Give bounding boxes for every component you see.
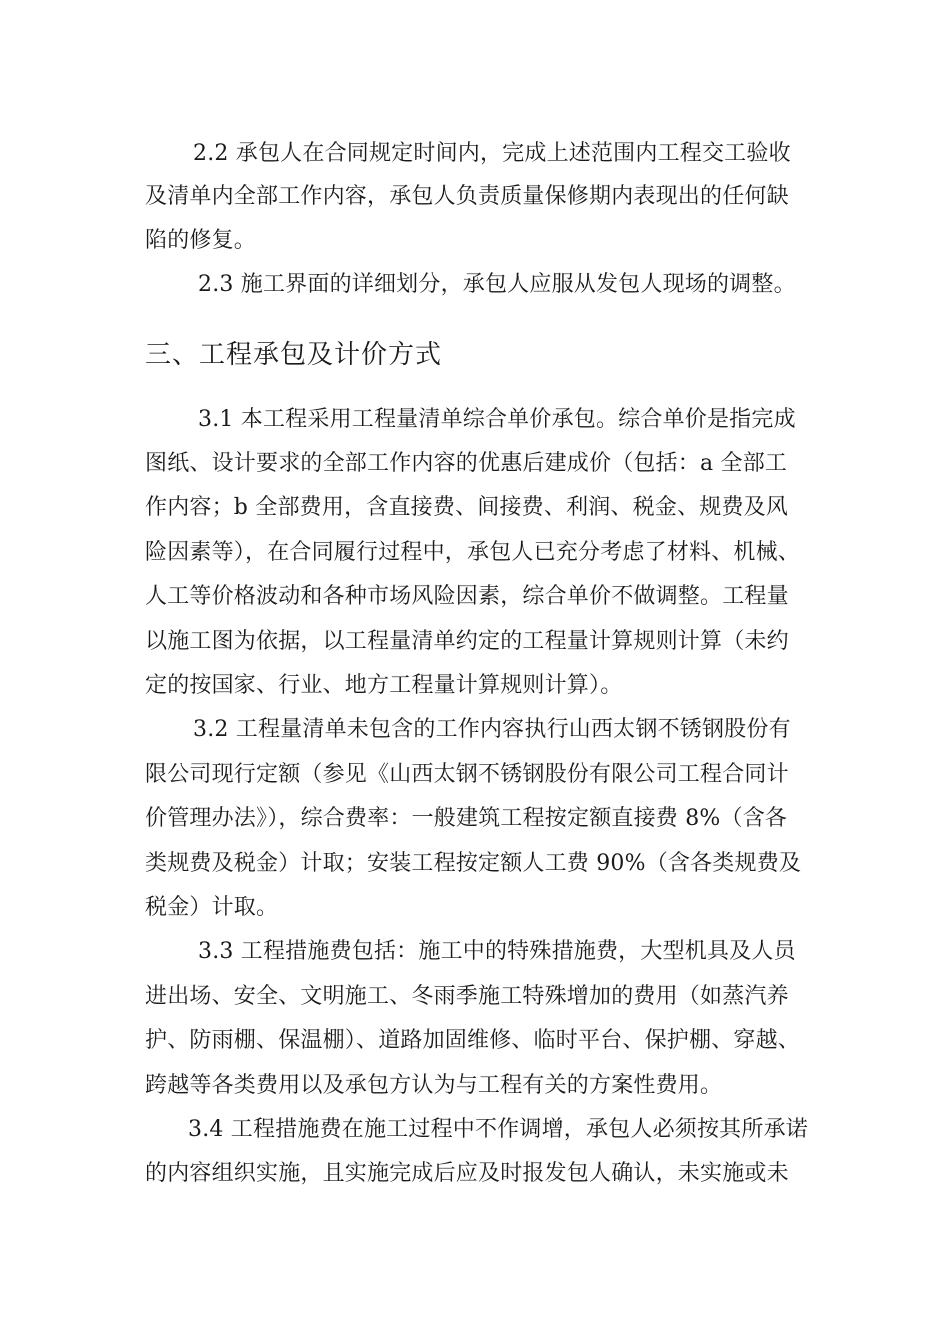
paragraph-3-1-line-6: 以施工图为依据，以工程量清单约定的工程量计算规则计算（未约 (145, 629, 789, 654)
paragraph-3-1-line-5: 人工等价格波动和各种市场风险因素，综合单价不做调整。工程量 (145, 584, 789, 609)
paragraph-3-2-line-2: 限公司现行定额（参见《山西太钢不锈钢股份有限公司工程合同计 (145, 762, 789, 787)
paragraph-3-2-line-3: 价管理办法》），综合费率：一般建筑工程按定额直接费 8%（含各 (145, 806, 788, 831)
paragraph-3-3-line-3: 护、防雨棚、保温棚）、道路加固维修、临时平台、保护棚、穿越、 (145, 1028, 801, 1053)
paragraph-3-3-line-4: 跨越等各类费用以及承包方认为与工程有关的方案性费用。 (145, 1073, 723, 1098)
paragraph-2-3-line-1: 2.3 施工界面的详细划分，承包人应服从发包人现场的调整。 (198, 272, 796, 297)
paragraph-3-4-line-2: 的内容组织实施，且实施完成后应及时报发包人确认，未实施或未 (145, 1161, 789, 1186)
paragraph-3-3-line-2: 进出场、安全、文明施工、冬雨季施工特殊增加的费用（如蒸汽养 (145, 984, 789, 1009)
paragraph-3-1-line-1: 3.1 本工程采用工程量清单综合单价承包。综合单价是指完成 (198, 407, 796, 432)
paragraph-3-4-line-1: 3.4 工程措施费在施工过程中不作调增，承包人必须按其所承诺 (188, 1117, 808, 1142)
paragraph-3-2-line-1: 3.2 工程量清单未包含的工作内容执行山西太钢不锈钢股份有 (193, 717, 791, 742)
paragraph-3-2-line-4: 类规费及税金）计取；安装工程按定额人工费 90%（含各类规费及 (145, 851, 802, 876)
paragraph-2-2-line-2: 及清单内全部工作内容，承包人负责质量保修期内表现出的任何缺 (145, 184, 789, 209)
paragraph-2-2-line-1: 2.2 承包人在合同规定时间内，完成上述范围内工程交工验收 (193, 141, 791, 166)
section-3-heading: 三、工程承包及计价方式 (145, 340, 443, 370)
paragraph-2-2-line-3: 陷的修复。 (145, 228, 257, 253)
paragraph-3-1-line-2: 图纸、设计要求的全部工作内容的优惠后建成价（包括：a 全部工 (145, 451, 788, 476)
paragraph-3-3-line-1: 3.3 工程措施费包括：施工中的特殊措施费，大型机具及人员 (198, 939, 796, 964)
paragraph-3-1-line-4: 险因素等），在合同履行过程中，承包人已充分考虑了材料、机械、 (145, 540, 801, 565)
paragraph-3-1-line-3: 作内容；b 全部费用，含直接费、间接费、利润、税金、规费及风 (145, 495, 789, 520)
paragraph-3-2-line-5: 税金）计取。 (145, 895, 279, 920)
paragraph-3-1-line-7: 定的按国家、行业、地方工程量计算规则计算）。 (145, 673, 623, 698)
